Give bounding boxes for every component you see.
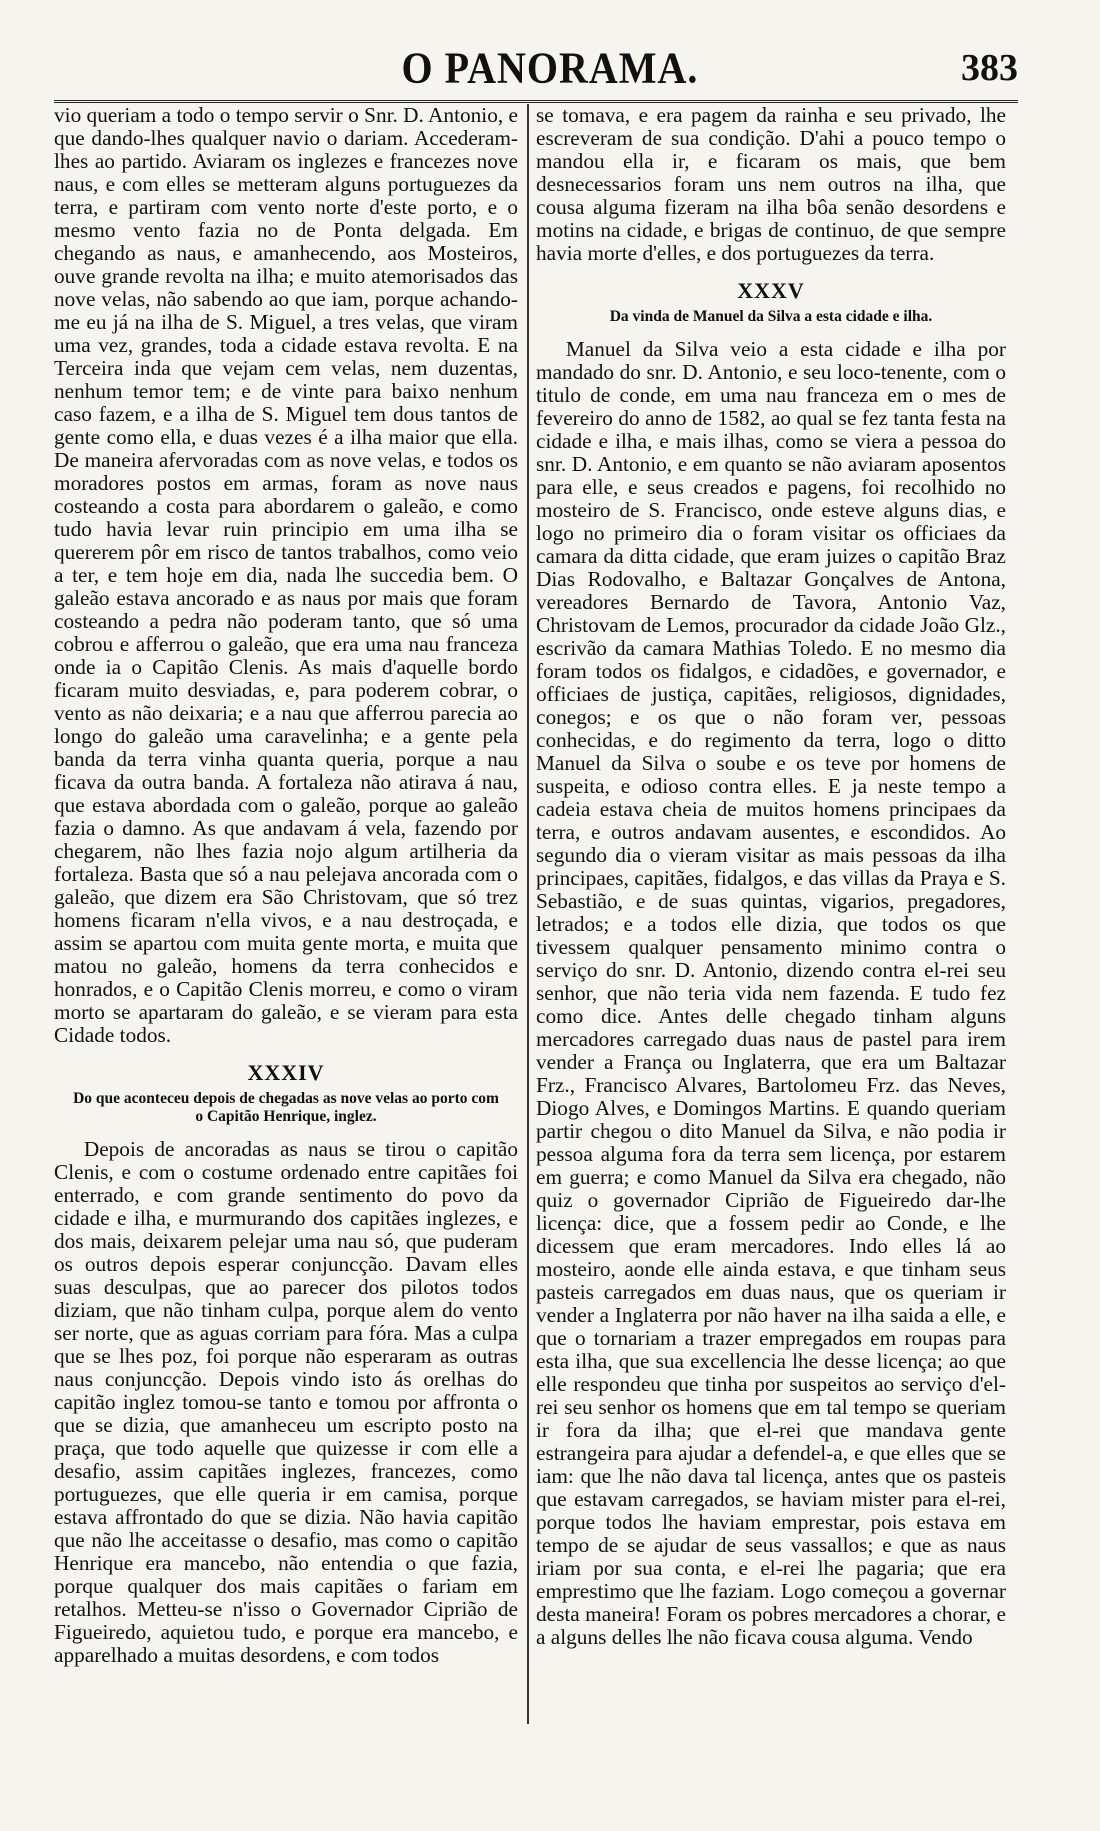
- paragraph: vio queriam a todo o tempo servir o Snr. D. Antonio, e que dando-lhes qualquer navio o dariam. Accederam-lhes ao partido. Aviaram os inglezes e francezes nove naus, e com elles se metteram alguns portuguezes da terra, e partiram com vento norte d'este porto, e o mesmo vento fazia no de Ponta delgada. Em chegando as naus, e amanhecendo, aos Mosteiros, ouve grande revolta na ilha; e muito atemorisados das nove velas, não sabendo ao que iam, porque achando-me eu já na ilha de S. Miguel, a tres velas, que viram uma vez, grandes, toda a cidade estava revolta. E na Terceira inda que vejam cem velas, nem duzentas, nenhum temor tem; e de vinte para baixo nenhum caso fazem, e a ilha de S. Miguel tem dous tantos de gente como ella, e duas vezes é a ilha maior que ella. De maneira afervoradas com as nove velas, e todos os moradores postos em armas, foram as nove naus costeando a costa para abordarem o galeão, e como tudo havia levar ruin principio em uma ilha se quererem pôr em risco de tantos trabalhos, como veio a ter, e tem hoje em dia, nada lhe succedia bem. O galeão estava ancorado e as naus por mais que foram costeando a pedra não poderam tanto, que só uma cobrou e afferrou o galeão, que era uma nau franceza onde ia o Capitão Clenis. As mais d'aquelle bordo ficaram muito desviadas, e, para poderem cobrar, o vento as não deixaria; e a nau que afferrou parecia ao longo do galeão uma caravelinha; e a gente pela banda da terra vinha quanta queria, porque a nau ficava da outra banda. A fortaleza não atirava á nau, que estava abordada com o galeão, porque ao galeão fazia o damno. As que andavam á vela, fazendo por chegarem, não lhes fazia nojo algum artilheria da fortaleza. Basta que só a nau pelejava ancorada com o galeão, que dizem era São Christovam, que só trez homens ficaram n'ella vivos, e a nau destroçada, e assim se apartou com muita gente morta, e muita que matou no galeão, homens da terra conhecidos e honrados, e o Capitão Clenis morreu, e como o viram morto se apartaram do galeão, e se vieram para esta Cidade todos.: [54, 103, 518, 1047]
- chapter-number: XXXV: [737, 278, 805, 303]
- publication-title: O PANORAMA.: [401, 42, 699, 93]
- paragraph: se tomava, e era pagem da rainha e seu privado, lhe escreveram de sua condição. D'ahi a pouco tempo o mandou ella ir, e ficaram os mais, que bem desnecessarios foram uns nem outros na ilha, que cousa alguma fizeram na ilha bôa senão desordens e motins na cidade, e brigas de continuo, de que sempre havia morte d'elles, e dos portuguezes da terra.: [536, 103, 1006, 265]
- paragraph: Manuel da Silva veio a esta cidade e ilha por mandado do snr. D. Antonio, e seu loco-tenente, com o titulo de conde, em uma nau franceza em o mes de fevereiro do anno de 1582, ao qual se fez tanta festa na cidade e ilha, e mais ilhas, como se viera a pessoa do snr. D. Antonio, e em quanto se não aviaram aposentos para elle, e seus creados e pagens, foi recolhido no mosteiro de S. Francisco, onde esteve alguns dias, e logo no primeiro dia o foram visitar os officiaes da camara da ditta cidade, que eram juizes o capitão Braz Dias Rodovalho, e Baltazar Gonçalves de Antona, vereadores Bernardo de Tavora, Antonio Vaz, Christovam de Lemos, procurador da cidade João Glz., escrivão da camara Mathias Toledo. E no mesmo dia foram todos os fidalgos, e cidadões, e governador, e officiaes de justiça, capitães, religiosos, dignidades, conegos; e os que o não foram ver, pessoas conhecidas, e do regimento da terra, logo o ditto Manuel da Silva o soube e os teve por homens de suspeita, e odioso contra elles. E ja neste tempo a cadeia estava cheia de muitos homens principaes da terra, e outros andavam ausentes, e escondidos. Ao segundo dia o vieram visitar as mais pessoas da ilha principaes, capitães, fidalgos, e das villas da Praya e S. Sebastião, e de suas quintas, vigarios, pregadores, letrados; e a todos elle dizia, que todos os que tivessem qualquer pensamento minimo contra o serviço do snr. D. Antonio, dizendo contra el-rei seu senhor, que não teria vida nem fazenda. E tudo fez como dice. Antes delle chegado tinham alguns mercadores carregado duas naus de pastel para irem vender a França ou Inglaterra, que era um Baltazar Frz., Francisco Alvares, Bartolomeu Frz. das Neves, Diogo Alves, e Domingos Martins. E quando queriam partir chegou o dito Manuel da Silva, e não podia ir pessoa alguma fora da terra sem licença, por estarem em guerra; e como Manuel da Silva era chegado, não quiz o governador Ciprião de Figueiredo dar-lhe licença: dice, que a fossem pedir ao Conde, e lhe dicessem que eram mercadores. Indo elles lá ao mosteiro, aonde elle ainda estava, e que tinham seus pasteis carregados em duas naus, que os queriam ir vender a Inglaterra por não haver na ilha saida a elle, e que o tornariam a trazer empregados em roupas para esta ilha, que sua excellencia lhe desse licença; ao que elle respondeu que tinha por suspeitos ao serviço d'el-rei seu senhor os homens que em tal tempo se queriam ir fora da ilha; que el-rei que mandava gente estrangeira para ajudar a defendel-a, e que elles que se iam: que lhe não dava tal licença, antes que os pasteis que estavam carregados, se haviam mister para el-rei, porque todos lhe haviam emprestar, pois estava em tempo de se ajudar de seus vassallos; e que as naus iriam por sua conta, e el-rei lhe pagaria; que era emprestimo que lhe faziam. Logo começou a governar desta maneira! Foram os pobres mercadores a chorar, e a alguns delles lhe não ficava cousa alguma. Vendo: [536, 337, 1006, 1649]
- right-column: [536, 104, 1006, 1649]
- masthead: [0, 44, 1100, 94]
- paragraph: Depois de ancoradas as naus se tirou o capitão Clenis, e com o costume ordenado entre capitães foi enterrado, e com grande sentimento do povo da cidade e ilha, e murmurando dos capitães inglezes, e dos mais, deixarem pelejar uma nau só, que puderam os outros depois esperar conjuncção. Davam elles suas desculpas, que ao parecer dos pilotos todos diziam, que não tinham culpa, porque alem do vento ser norte, que as aguas corriam para fóra. Mas a culpa que se lhes poz, foi porque não esperaram as outras naus conjuncção. Depois vindo isto ás orelhas do capitão inglez tomou-se tanto e tomou por affronta o que se dizia, que amanheceu um escripto posto na praça, que todo aquelle que quizesse ir com elle a desafio, assim capitães inglezes, francezes, como portuguezes, que elle queria ir em camisa, porque estava affrontado do que se dizia. Não havia capitão que não lhe acceitasse o desafio, mas como o capitão Henrique era mancebo, não entendia o que fazia, porque qualquer dos mais capitães o fariam em retalhos. Metteu-se n'isso o Governador Ciprião de Figueiredo, aquietou tudo, e porque era mancebo, e apparelhado a muitas desordens, e com todos: [54, 1137, 518, 1667]
- chapter-title: Da vinda de Manuel da Silva a esta cidade e ilha.: [609, 308, 933, 325]
- left-column: [54, 104, 518, 1667]
- page-number: 383: [961, 47, 1018, 89]
- chapter-title: Do que aconteceu depois de chegadas as nove velas ao porto com o Capitão Henrique, inglez.: [73, 1090, 499, 1125]
- column-divider: [527, 104, 529, 1724]
- chapter-number: XXXIV: [247, 1060, 325, 1085]
